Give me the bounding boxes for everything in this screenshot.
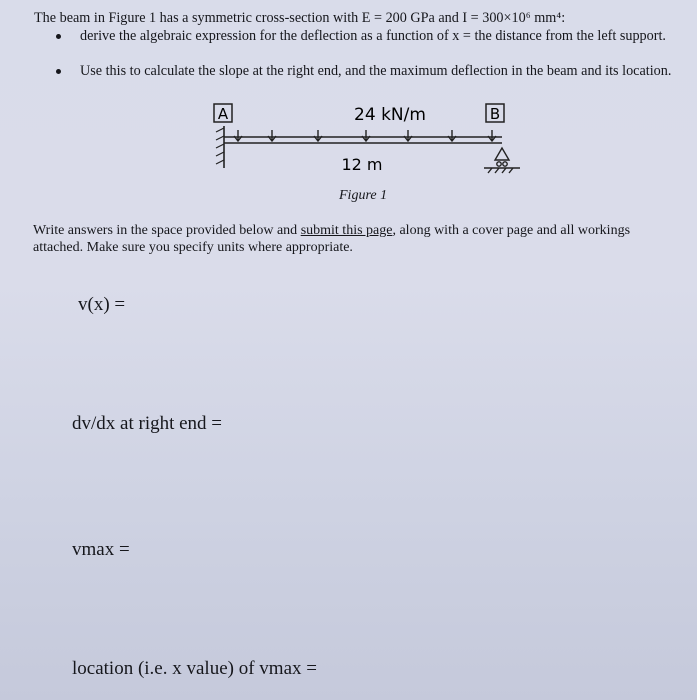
roller-support: [484, 148, 520, 173]
instructions: [33, 222, 673, 256]
figure-caption: Figure 1: [339, 188, 388, 203]
slope-label: dv/dx at right end =: [72, 413, 223, 434]
answer-vmax: [72, 539, 130, 561]
answer-deflection: [78, 294, 125, 316]
instructions-part-3: submit this page: [300, 223, 393, 238]
load-arrows: [234, 130, 496, 141]
vmax-label: vmax =: [72, 539, 130, 560]
bullet-derive: [80, 28, 680, 44]
label-a: A: [217, 105, 229, 123]
deflection-label: v(x) =: [78, 294, 126, 315]
problem-intro: The beam in Figure 1 has a symmetric cross-section with E = 200 GPa and I = 300×10⁶ mm⁴:: [34, 10, 566, 26]
instructions-part-4: , along with a cover page and all workings attached. Make sure you specify units where appropriate.: [33, 223, 631, 255]
bullet-text: Use this to calculate the slope at the right end, and the maximum deflection in the beam and its location.: [80, 63, 672, 79]
load-label: 24 kN/m: [354, 105, 426, 125]
answer-location: [72, 658, 317, 680]
instructions-part-1: Write answers: [33, 223, 117, 238]
instructions-part-2: in the space provided below and: [116, 223, 301, 238]
bullet-dot: [56, 69, 61, 74]
label-b: B: [489, 105, 501, 123]
bullet-text: derive the algebraic expression for the deflection as a function of x = the distance from the left support.: [80, 28, 666, 44]
answer-slope: [72, 413, 222, 435]
bullet-calculate: [80, 63, 680, 79]
wall-hatch: [216, 128, 224, 164]
length-label: 12 m: [341, 155, 383, 174]
bullet-dot: [56, 34, 61, 39]
location-label: location (i.e. x value) of vmax =: [72, 658, 317, 679]
